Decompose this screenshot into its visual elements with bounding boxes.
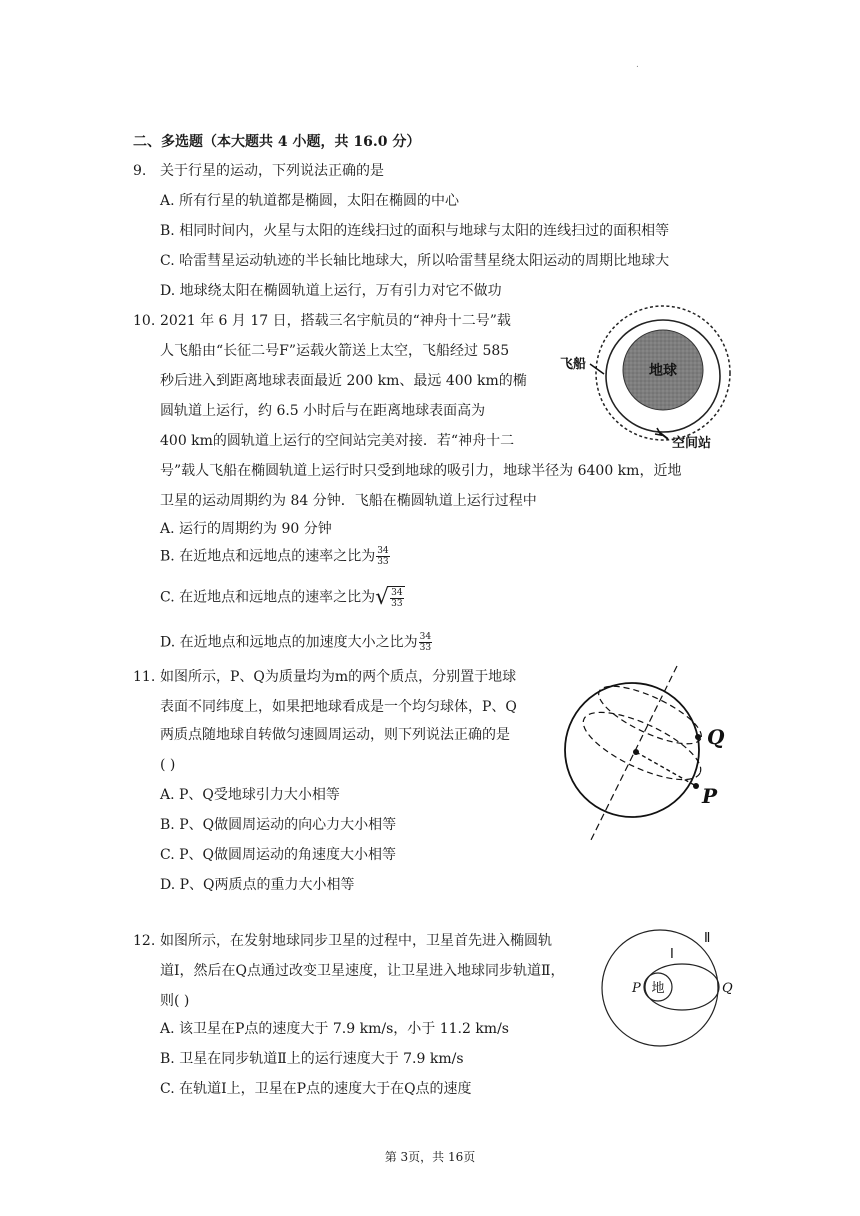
- square-root: [375, 586, 404, 609]
- label-q: Q: [722, 981, 733, 996]
- center-dot-icon: [633, 749, 639, 755]
- ship-label: 飞船: [560, 357, 587, 372]
- earth-label: 地: [651, 981, 665, 996]
- option-b: B. 卫星在同步轨道Ⅱ上的运行速度大于 7.9 km/s: [160, 1051, 464, 1067]
- option-d-text: D. 在近地点和远地点的加速度大小之比为: [160, 634, 418, 651]
- option-d: [160, 632, 433, 653]
- fraction: [376, 546, 389, 567]
- stem-line: 如图所示，在发射地球同步卫星的过程中，卫星首先进入椭圆轨: [160, 933, 552, 949]
- question-number: 11.: [133, 669, 156, 685]
- fraction-numerator: 34: [391, 588, 403, 598]
- fraction-denominator: 33: [391, 599, 403, 609]
- stem-line: 两质点随地球自转做匀速圆周运动，则下列说法正确的是: [160, 727, 510, 743]
- label-q: Q: [707, 725, 725, 749]
- question-stem: 关于行星的运动，下列说法正确的是: [160, 163, 384, 179]
- stem-line: 圆轨道上运行，约 6.5 小时后与在距离地球表面高为: [160, 403, 486, 419]
- question-number: 9.: [133, 163, 147, 179]
- page-footer: 第 3页，共 16页: [384, 1150, 476, 1164]
- option-a: A. P、Q受地球引力大小相等: [160, 787, 340, 803]
- transfer-orbit-figure: [598, 922, 748, 1052]
- earth-label: 地球: [649, 363, 677, 379]
- label-p: P: [632, 981, 641, 996]
- stem-line: 如图所示，P、Q为质量均为m的两个质点，分别置于地球: [160, 669, 517, 685]
- label-orbit-i: Ⅰ: [670, 947, 674, 962]
- corner-mark: .: [636, 60, 639, 70]
- label-p: P: [702, 784, 718, 808]
- option-b: B. 相同时间内，火星与太阳的连线扫过的面积与地球与太阳的连线扫过的面积相等: [160, 223, 670, 239]
- stem-line: 则( ): [160, 993, 190, 1009]
- station-label: 空间站: [672, 436, 712, 451]
- point-q-icon: [695, 734, 701, 740]
- fraction-denominator: 33: [377, 557, 389, 567]
- stem-line: ( ): [160, 757, 176, 773]
- section-title: 二、多选题（本大题共 4 小题，共 16.0 分）: [133, 134, 421, 150]
- point-p-icon: [693, 783, 699, 789]
- rotation-axis: [590, 666, 677, 842]
- stem-line: 人飞船由“长征二号F”运载火箭送上太空，飞船经过 585: [160, 343, 510, 359]
- stem-line: 卫星的运动周期约为 84 分钟．飞船在椭圆轨道上运行过程中: [160, 493, 537, 509]
- sphere-figure: [560, 660, 740, 850]
- fraction-numerator: 34: [377, 546, 389, 556]
- option-b: B. P、Q做圆周运动的向心力大小相等: [160, 817, 397, 833]
- question-number: 12.: [133, 933, 156, 949]
- option-c: [160, 586, 405, 609]
- option-a: A. 运行的周期约为 90 分钟: [160, 521, 332, 537]
- option-d: D. P、Q两质点的重力大小相等: [160, 877, 355, 893]
- option-c-text: C. 在近地点和远地点的速率之比为: [160, 589, 376, 606]
- earth-sphere: [565, 683, 699, 817]
- ship-pointer: [590, 364, 604, 374]
- stem-line: 2021 年 6 月 17 日，搭载三名宇航员的“神舟十二号”载: [160, 313, 511, 329]
- stem-line: 道Ⅰ，然后在Q点通过改变卫星速度，让卫星进入地球同步轨道Ⅱ，: [160, 963, 565, 979]
- orbit-figure: [560, 300, 740, 460]
- option-c: C. 哈雷彗星运动轨迹的半长轴比地球大，所以哈雷彗星绕太阳运动的周期比地球大: [160, 253, 670, 269]
- option-a: A. 所有行星的轨道都是椭圆，太阳在椭圆的中心: [160, 193, 460, 209]
- fraction-denominator: 33: [419, 643, 432, 653]
- latitude-circle-p: [575, 699, 710, 793]
- stem-line: 表面不同纬度上，如果把地球看成是一个均匀球体，P、Q: [160, 699, 517, 715]
- option-d: D. 地球绕太阳在椭圆轨道上运行，万有引力对它不做功: [160, 283, 502, 299]
- option-b: [160, 546, 391, 567]
- radius-line: [636, 752, 696, 786]
- question-number: 10.: [133, 313, 156, 329]
- fraction: [419, 632, 432, 653]
- fraction-numerator: 34: [419, 632, 432, 642]
- stem-line: 号”载人飞船在椭圆轨道上运行时只受到地球的吸引力，地球半径为 6400 km，近地: [160, 463, 682, 479]
- label-orbit-ii: Ⅱ: [704, 931, 711, 946]
- stem-line: 400 km的圆轨道上运行的空间站完美对接．若“神舟十二: [160, 433, 515, 449]
- stem-line: 秒后进入到距离地球表面最近 200 km、最远 400 km的椭: [160, 373, 527, 389]
- radical-sign-icon: √: [375, 584, 390, 610]
- option-a: A. 该卫星在P点的速度大于 7.9 km/s，小于 11.2 km/s: [160, 1021, 509, 1037]
- option-c: C. P、Q做圆周运动的角速度大小相等: [160, 847, 397, 863]
- option-b-text: B. 在近地点和远地点的速率之比为: [160, 548, 376, 565]
- option-c: C. 在轨道Ⅰ上，卫星在P点的速度大于在Q点的速度: [160, 1081, 472, 1097]
